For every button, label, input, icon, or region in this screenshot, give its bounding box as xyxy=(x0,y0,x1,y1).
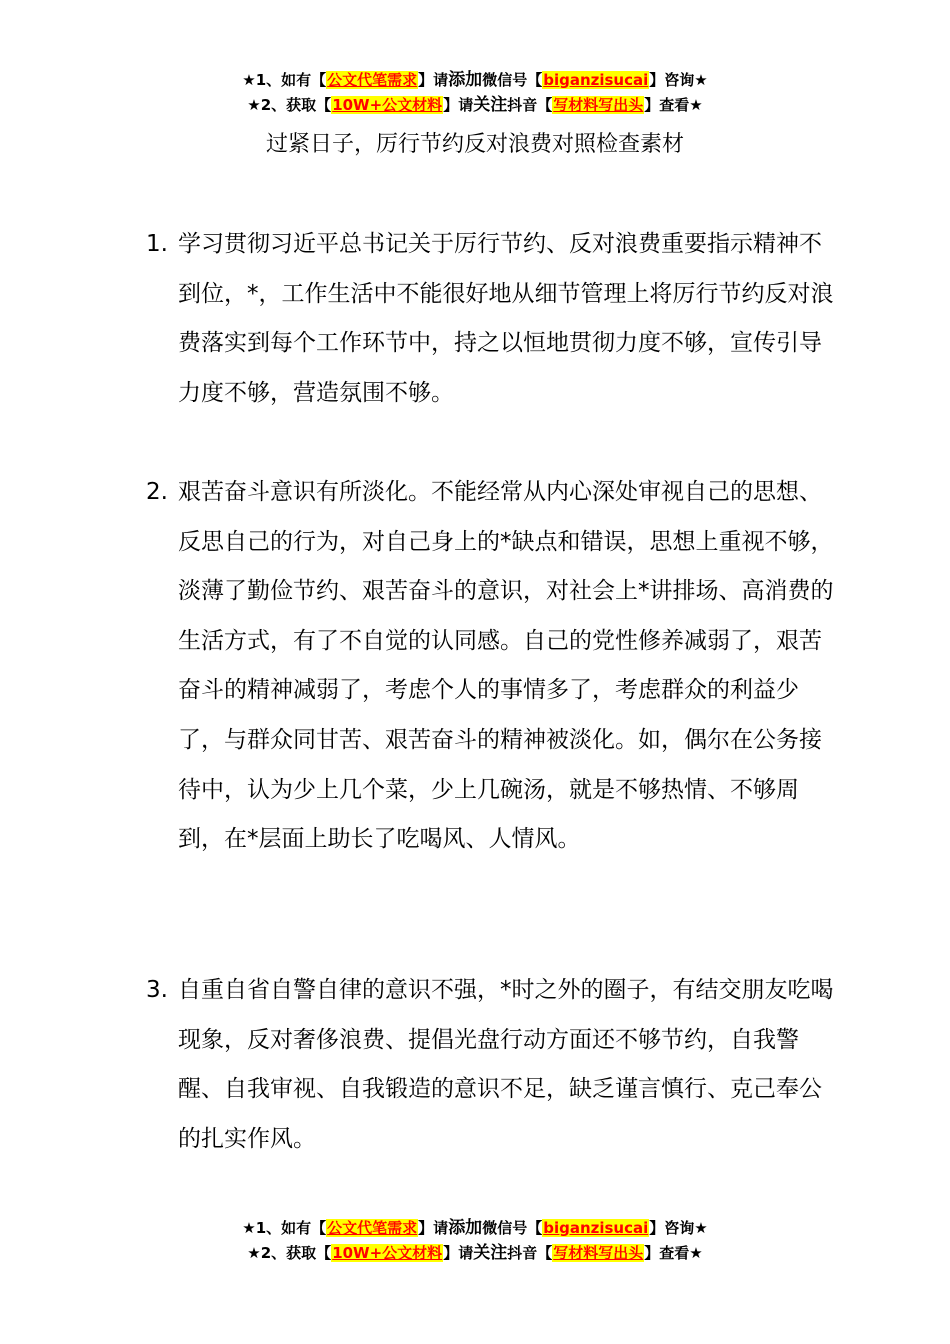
item-text: 学习贯彻习近平总书记关于厉行节约、反对浪费重要指示精神不到位，*，工作生活中不能很好地从细节管理上将厉行节约反对浪费落实到每个工作环节中，持之以恒地贯彻力度不够，宣传引导力度不够，营造氛围不够。 xyxy=(178,231,834,406)
item-text: 艰苦奋斗意识有所淡化。不能经常从内心深处审视自己的思想、反思自己的行为，对自己身上的*缺点和错误，思想上重视不够，淡薄了勤俭节约、艰苦奋斗的意识，对社会上*讲排场、高消费的生活方式，有了不自觉的认同感。自己的党性修养减弱了，艰苦奋斗的精神减弱了，考虑个人的事情多了，考虑群众的利益少了，与群众同甘苦、艰苦奋斗的精神被淡化。如，偶尔在公务接待中，认为少上几个菜，少上几碗汤，就是不够热情、不够周到，在*层面上助长了吃喝风、人情风。 xyxy=(178,479,834,853)
item-number: 1. xyxy=(146,231,168,257)
item-number: 2. xyxy=(146,479,168,505)
highlight-douyin-id: 写材料写出头 xyxy=(553,96,644,114)
list-item xyxy=(146,966,836,1164)
banner-line-2: ★2、获取【10W+公文材料】请关注抖音【写材料写出头】查看★ xyxy=(247,1243,703,1263)
list-item xyxy=(146,468,836,865)
highlight-materials: 10W+公文材料 xyxy=(332,96,443,114)
highlight-wechat-id: biganzisucai xyxy=(543,1219,649,1237)
highlight-materials: 10W+公文材料 xyxy=(332,1244,443,1262)
banner-line-1: ★1、如有【公文代笔需求】请添加微信号【biganzisucai】咨询★ xyxy=(242,1218,708,1238)
document-title: 过紧日子，厉行节约反对浪费对照检查素材 xyxy=(265,132,684,157)
highlight-wechat-id: biganzisucai xyxy=(543,71,649,89)
header-banner xyxy=(0,68,950,118)
highlight-douyin-id: 写材料写出头 xyxy=(553,1244,644,1262)
footer-banner xyxy=(0,1216,950,1266)
banner-line-2: ★2、获取【10W+公文材料】请关注抖音【写材料写出头】查看★ xyxy=(247,95,703,115)
item-number: 3. xyxy=(146,977,168,1003)
item-text: 自重自省自警自律的意识不强，*时之外的圈子，有结交朋友吃喝现象，反对奢侈浪费、提倡光盘行动方面还不够节约，自我警醒、自我审视、自我锻造的意识不足，缺乏谨言慎行、克己奉公的扎实作风。 xyxy=(178,977,834,1152)
highlight-service: 公文代笔需求 xyxy=(327,71,418,89)
highlight-service: 公文代笔需求 xyxy=(327,1219,418,1237)
list-item xyxy=(146,220,836,418)
banner-line-1: ★1、如有【公文代笔需求】请添加微信号【biganzisucai】咨询★ xyxy=(242,70,708,90)
